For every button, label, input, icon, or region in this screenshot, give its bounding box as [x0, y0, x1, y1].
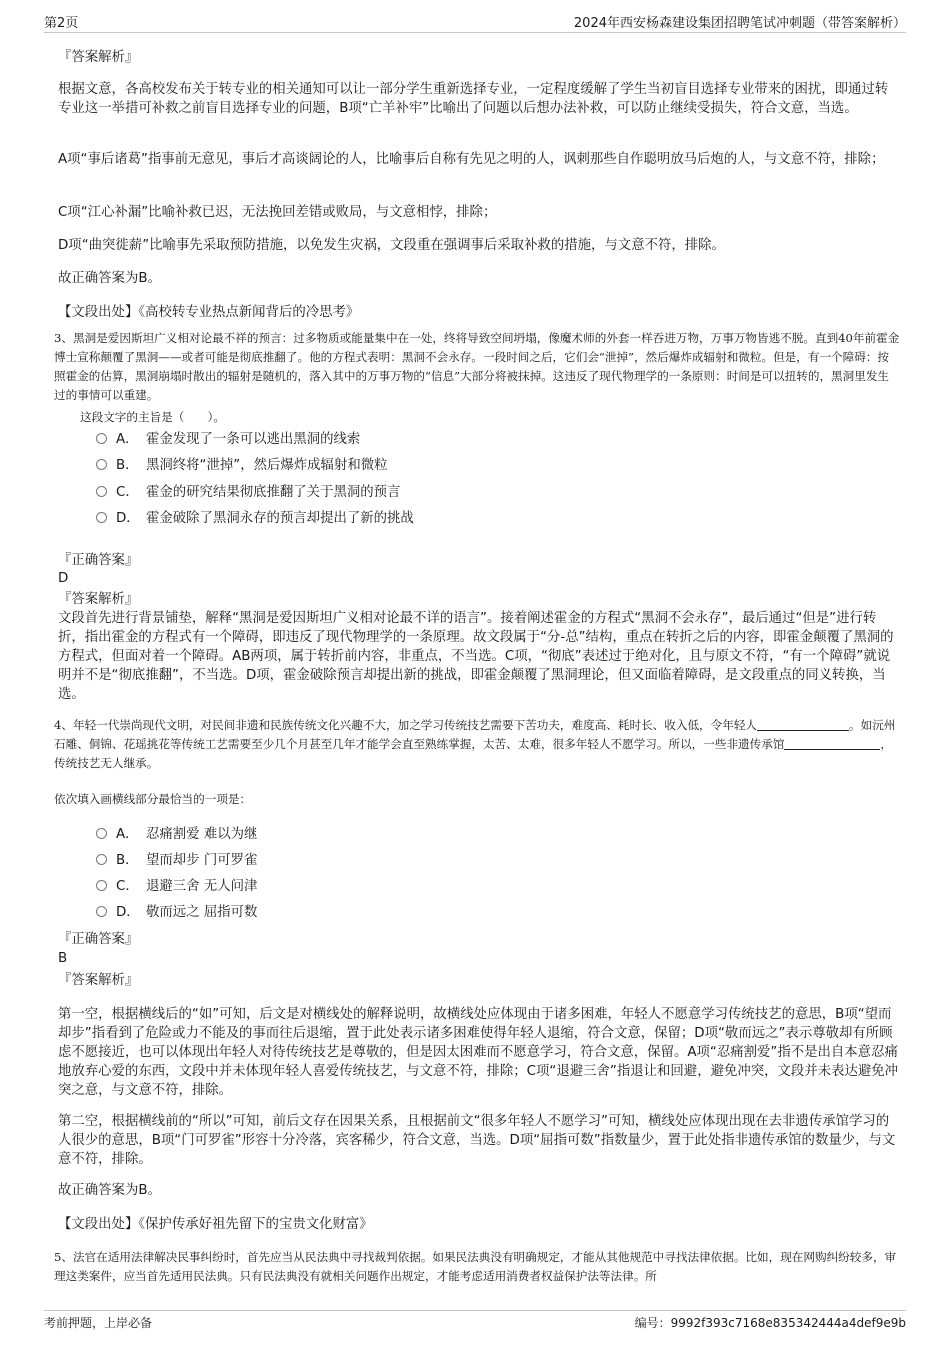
q4-correct-label: 『正确答案』 — [58, 932, 139, 947]
radio-icon[interactable] — [96, 828, 107, 839]
q3-correct-label: 『正确答案』 — [58, 553, 139, 568]
footer-slogan: 考前押题，上岸必备 — [44, 1316, 153, 1330]
q3-option-b[interactable]: B． 黑洞终将“泄掉”，然后爆炸成辐射和微粒 — [96, 457, 388, 475]
q4-option-c[interactable]: C． 退避三舍 无人问津 — [96, 878, 257, 896]
q2-source: 【文段出处】《高校转专业热点新闻背后的冷思考》 — [58, 305, 360, 320]
radio-icon[interactable] — [96, 512, 107, 523]
footer-divider — [44, 1310, 906, 1311]
document-title: 2024年西安杨森建设集团招聘笔试冲刺题（带答案解析） — [573, 16, 906, 31]
radio-icon[interactable] — [96, 486, 107, 497]
q3-option-a[interactable]: A． 霍金发现了一条可以逃出黑洞的线索 — [96, 431, 360, 449]
document-code: 编号：9992f393c7168e835342444a4def9e9b — [634, 1316, 906, 1330]
radio-icon[interactable] — [96, 854, 107, 865]
q4-analysis-label: 『答案解析』 — [58, 973, 139, 988]
q4-option-b[interactable]: B． 望而却步 门可罗雀 — [96, 852, 257, 870]
blank-line-2 — [784, 737, 880, 750]
radio-icon[interactable] — [96, 433, 107, 444]
page-number: 第2页 — [44, 16, 79, 31]
q2-analysis-p4: D项“曲突徙薪”比喻事先采取预防措施，以免发生灾祸，文段重在强调事后采取补救的措施，与文意不符，排除。 — [58, 238, 725, 253]
q5-stem: 5、法官在适用法律解决民事纠纷时，首先应当从民法典中寻找裁判依据。如果民法典没有明确规定，才能从其他规范中寻找法律依据。比如，现在网购纠纷较多，审理这类案件，应当首先适用民法典。只有民法典没有就相关问题作出规定，才能考虑适用消费者权益保护法等法律。所 — [54, 1250, 897, 1283]
q3-option-d[interactable]: D． 霍金破除了黑洞永存的预言却提出了新的挑战 — [96, 510, 414, 528]
q4-stem: 4、年轻一代崇尚现代文明，对民间非遗和民族传统文化兴趣不大，加之学习传统技艺需要下苦功夫，难度高、耗时长、收入低，令年轻人 。如沅州石雕、侗锦、花瑶挑花等传统工艺需要至少几个月甚至几年才能学会直至熟练掌握，太苦、太难，很多年轻人不愿学习。所以，一些非遗传承馆 ，传统技艺无人继承。 — [54, 718, 896, 770]
q4-answer: B — [58, 951, 68, 966]
q4-analysis-p2: 第二空，根据横线前的“所以”可知，前后文存在因果关系，且根据前文“很多年轻人不愿学习”可知，横线处应体现出现在去非遗传承馆学习的人很少的意思，B项“门可罗雀”形容十分冷落，宾客稀少，符合文意，当选。D项“屈指可数”指数量少，置于此处指非遗传承馆的数量少，与文意不符，排除。 — [58, 1114, 896, 1167]
q2-analysis-p2: A项“事后诸葛”指事前无意见，事后才高谈阔论的人，比喻事后自称有先见之明的人，讽刺那些自作聪明放马后炮的人，与文意不符，排除； — [58, 152, 885, 167]
q3-stem: 3、黑洞是爱因斯坦广义相对论最不祥的预言：过多物质或能量集中在一处，终将导致空间坍塌，像魔术师的外套一样吞进万物，万事万物皆逃不脱。直到40年前霍金博士宣称颠覆了黑洞——或者可能是彻底推翻了。他的方程式表明：黑洞不会永存。一段时间之后，它们会“泄掉”，然后爆炸成辐射和微粒。但是，有一个障碍：按照霍金的估算，黑洞崩塌时散出的辐射是随机的，落入其中的万事万物的“信息”大部分将被抹掉。这违反了现代物理学的一条原则：时间是可以扭转的，黑洞里发生过的事情可以重建。 — [54, 331, 900, 402]
q4-analysis-p3: 故正确答案为B。 — [58, 1183, 161, 1198]
q3-answer: D — [58, 571, 69, 586]
q2-analysis-p5: 故正确答案为B。 — [58, 271, 161, 286]
q4-prompt: 依次填入画横线部分最恰当的一项是： — [54, 792, 252, 806]
q3-prompt: 这段文字的主旨是（ ）。 — [80, 410, 225, 424]
blank-line-1 — [757, 718, 849, 731]
q2-analysis-p1: 根据文意，各高校发布关于转专业的相关通知可以让一部分学生重新选择专业，一定程度缓解了学生当初盲目选择专业带来的困扰，即通过转专业这一举措可补救之前盲目选择专业的问题，B项“亡羊补牢”比喻出了问题以后想办法补救，可以防止继续受损失，符合文意，当选。 — [58, 82, 889, 116]
q3-analysis: 文段首先进行背景铺垫，解释“黑洞是爱因斯坦广义相对论最不详的语言”。接着阐述霍金的方程式“黑洞不会永存”，最后通过“但是”进行转折，指出霍金的方程式有一个障碍，即违反了现代物理学的一条原理。故文段属于“分-总”结构，重点在转折之后的内容，即霍金颠覆了黑洞的方程式，但面对着一个障碍。AB两项，属于转折前内容，非重点，不当选。C项，“彻底”表述过于绝对化，且与原文不符，“有一个障碍”就说明并不是“彻底推翻”，不当选。D项，霍金破除预言却提出新的挑战，即霍金颠覆了黑洞理论，但又面临着障碍，是文段重点的同义转换，当选。 — [58, 611, 894, 702]
q2-analysis-label: 『答案解析』 — [58, 50, 139, 65]
q3-option-c[interactable]: C． 霍金的研究结果彻底推翻了关于黑洞的预言 — [96, 484, 400, 502]
q4-option-a[interactable]: A． 忍痛割爱 难以为继 — [96, 826, 257, 844]
q3-analysis-label: 『答案解析』 — [58, 592, 139, 607]
header-divider — [44, 32, 906, 33]
radio-icon[interactable] — [96, 906, 107, 917]
q4-source: 【文段出处】《保护传承好祖先留下的宝贵文化财富》 — [58, 1217, 373, 1232]
q4-analysis-p1: 第一空，根据横线后的“如”可知，后文是对横线处的解释说明，故横线处应体现由于诸多困难，年轻人不愿意学习传统技艺的意思，B项“望而却步”指看到了危险或力不能及的事而往后退缩，置于此处表示诸多困难使得年轻人退缩，符合文意，保留；D项“敬而远之”表示尊敬却有所顾虑不愿接近，也可以体现出年轻人对待传统技艺是尊敬的，但是因太困难而不愿意学习，符合文意，保留。A项“忍痛割爱”指不是出自本意忍痛地放弃心爱的东西，文段中并未体现年轻人喜爱传统技艺，与文意不符，排除；C项“退避三舍”指退让和回避，避免冲突，文段并未表达避免冲突之意，与文意不符，排除。 — [58, 1007, 899, 1098]
q4-option-d[interactable]: D． 敬而远之 屈指可数 — [96, 904, 257, 922]
radio-icon[interactable] — [96, 880, 107, 891]
radio-icon[interactable] — [96, 459, 107, 470]
q2-analysis-p3: C项“江心补漏”比喻补救已迟，无法挽回差错或败局，与文意相悖，排除； — [58, 205, 497, 220]
